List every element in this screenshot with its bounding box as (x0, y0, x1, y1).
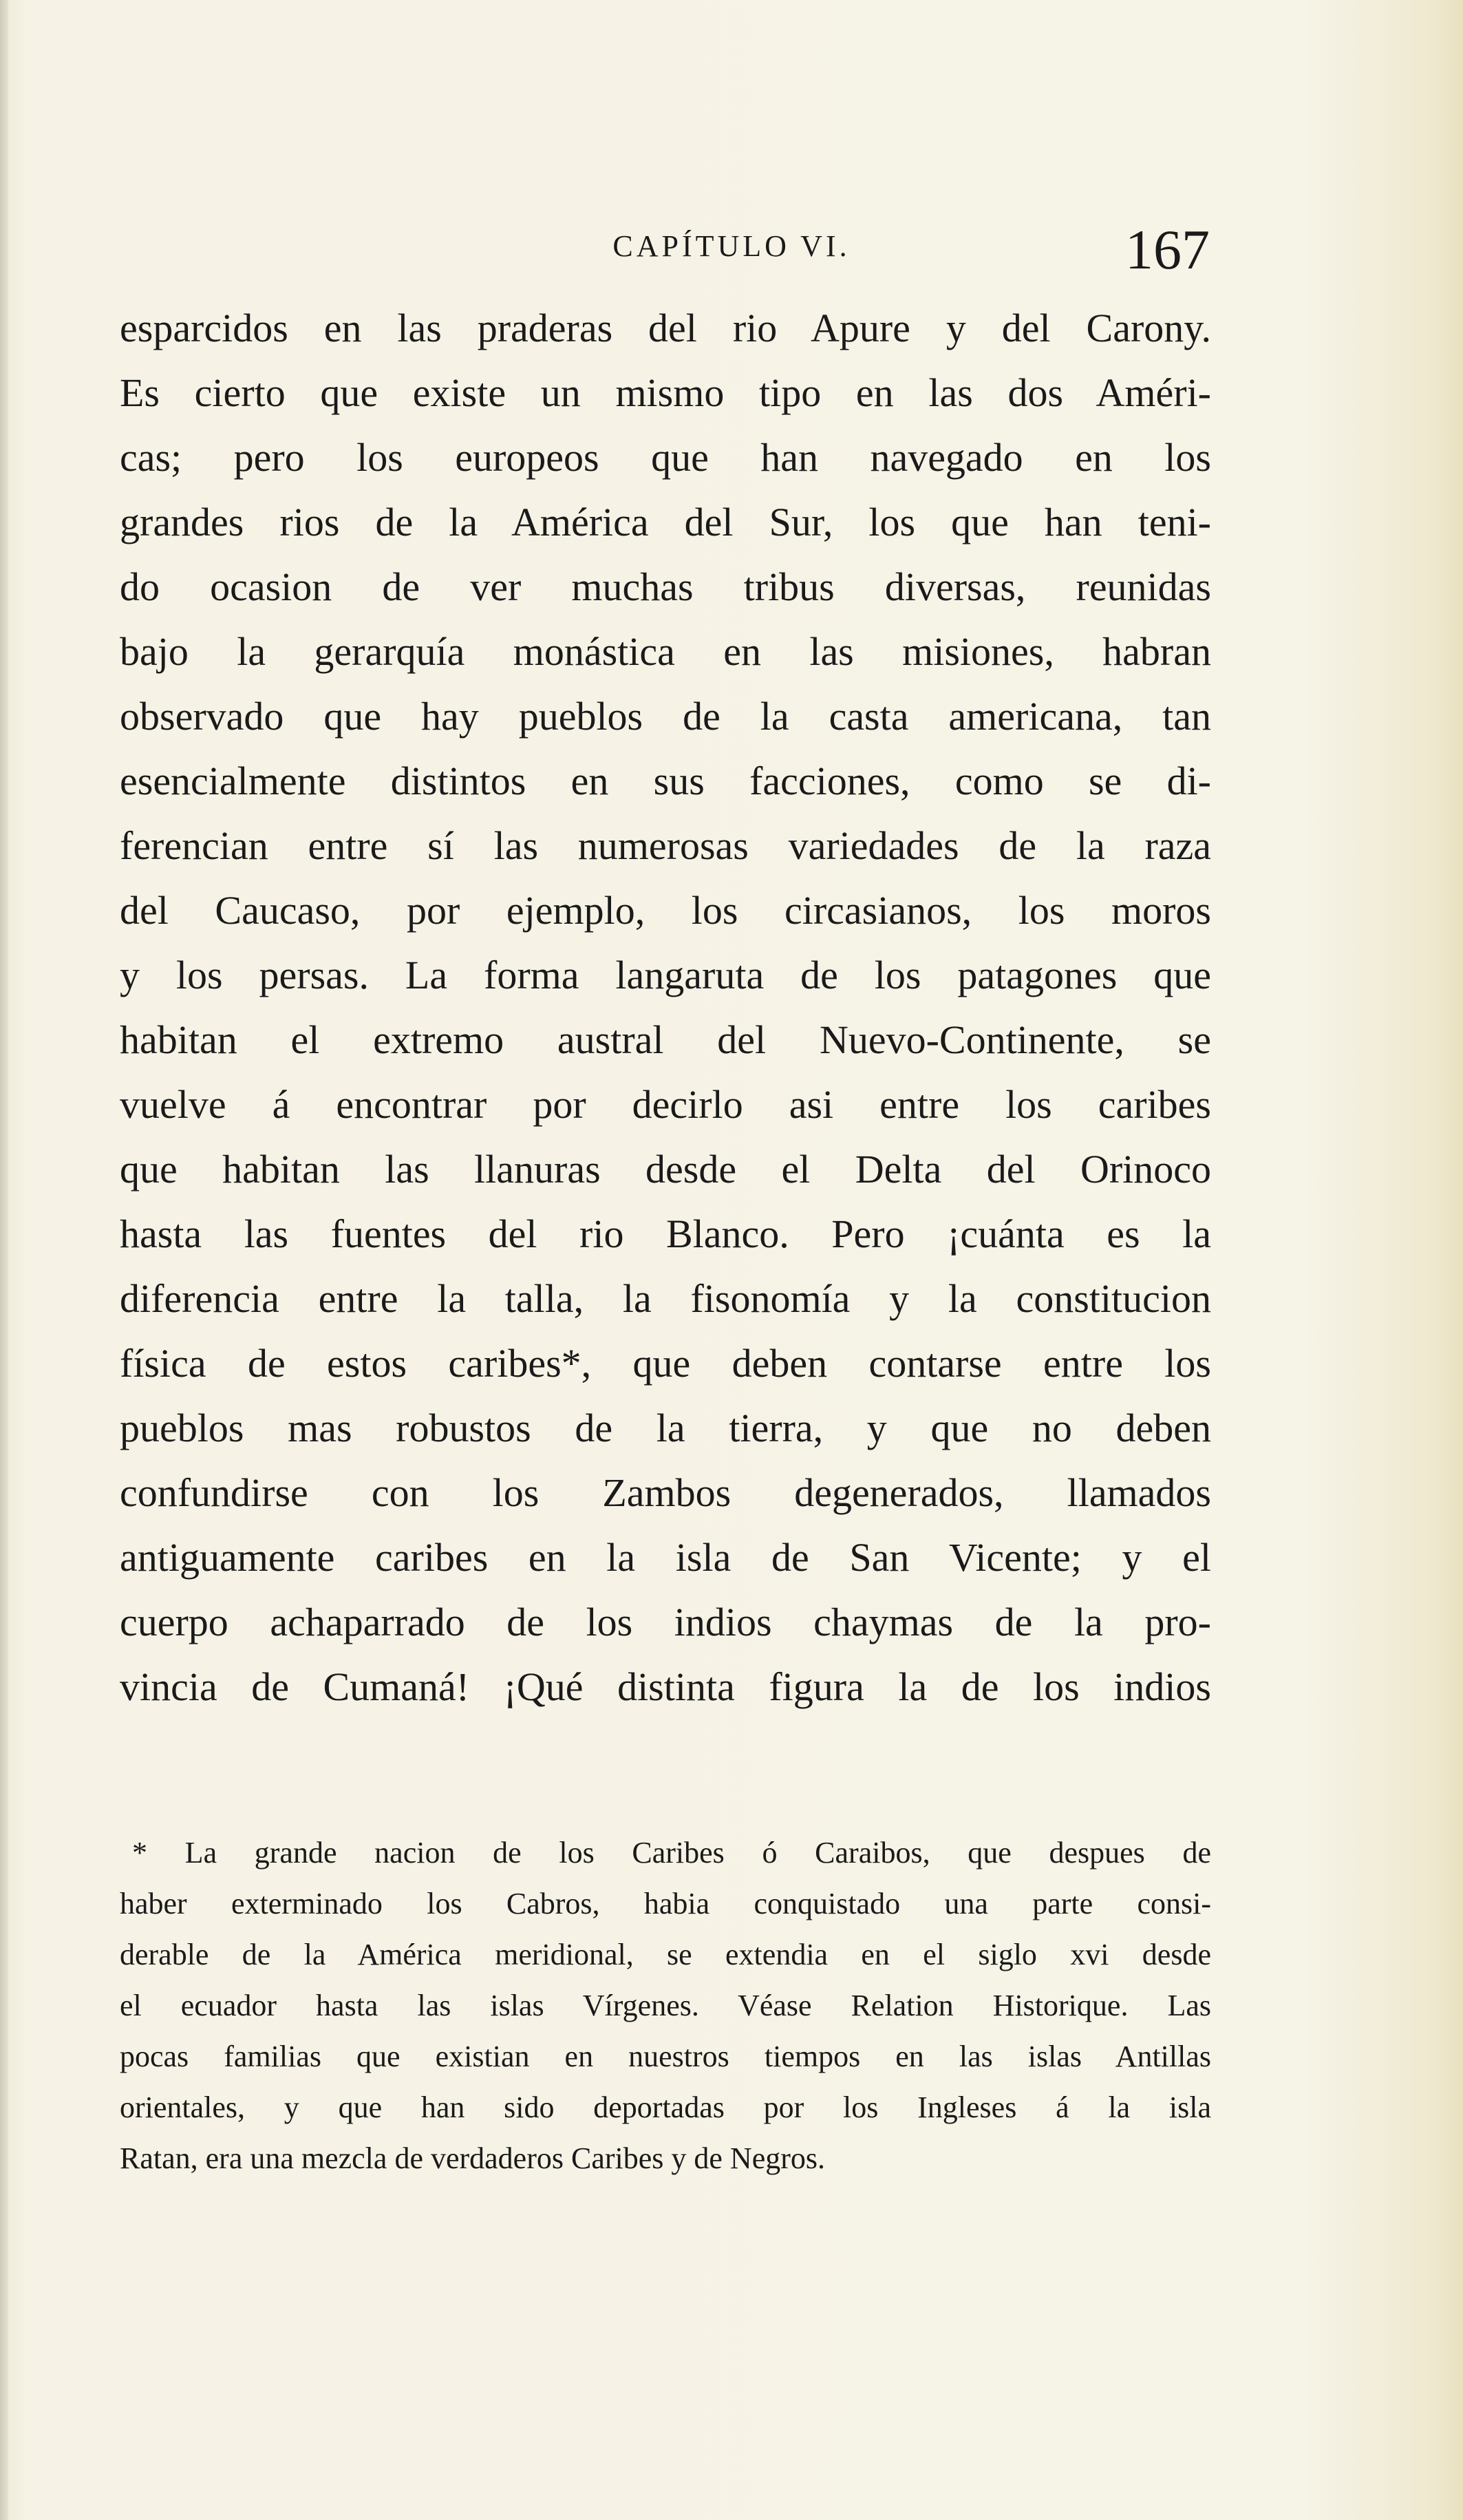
footnote-line: haber exterminado los Cabros, habia conquistado una parte consi- (120, 1887, 1211, 1920)
body-line: do ocasion de ver muchas tribus diversas, reunidas (120, 564, 1211, 609)
body-line: vincia de Cumaná! ¡Qué distinta figura la de los indios (120, 1664, 1211, 1709)
footnote-line: Ratan, era una mezcla de verdaderos Caribes y de Negros. (120, 2141, 825, 2175)
footnote-line: orientales, y que han sido deportadas por los Ingleses á la isla (120, 2090, 1211, 2124)
body-line: cas; pero los europeos que han navegado en los (120, 435, 1211, 480)
body-text (120, 296, 1211, 1719)
body-line: vuelve á encontrar por decirlo asi entre los caribes (120, 1082, 1211, 1127)
body-line: bajo la gerarquía monástica en las misiones, habran (120, 629, 1211, 674)
body-line: antiguamente caribes en la isla de San Vicente; y el (120, 1535, 1211, 1580)
footnote-line: derable de la América meridional, se extendia en el siglo xvi desde (120, 1938, 1211, 1971)
body-line: Es cierto que existe un mismo tipo en las dos Améri- (120, 370, 1211, 415)
body-line: hasta las fuentes del rio Blanco. Pero ¡cuánta es la (120, 1211, 1211, 1256)
body-line: habitan el extremo austral del Nuevo-Continente, se (120, 1017, 1211, 1062)
body-line: que habitan las llanuras desde el Delta del Orinoco (120, 1147, 1211, 1192)
body-line: del Caucaso, por ejemplo, los circasianos, los moros (120, 888, 1211, 933)
body-line: observado que hay pueblos de la casta americana, tan (120, 694, 1211, 739)
footnote-line: * La grande nacion de los Caribes ó Caraibos, que despues de (132, 1836, 1211, 1870)
body-line: diferencia entre la talla, la fisonomía y la constitucion (120, 1276, 1211, 1321)
body-line: confundirse con los Zambos degenerados, llamados (120, 1470, 1211, 1515)
footnote-line: pocas familias que existian en nuestros tiempos en las islas Antillas (120, 2040, 1211, 2073)
body-line: y los persas. La forma langaruta de los patagones que (120, 953, 1211, 997)
body-line: grandes rios de la América del Sur, los que han teni- (120, 500, 1211, 544)
footnote (120, 1828, 1211, 2184)
running-header-title: CAPÍTULO VI. (612, 229, 851, 263)
body-line: física de estos caribes*, que deben contarse entre los (120, 1341, 1211, 1386)
body-line: pueblos mas robustos de la tierra, y que no deben (120, 1406, 1211, 1450)
page-gutter (0, 0, 8, 2520)
body-line: esparcidos en las praderas del rio Apure y del Carony. (120, 306, 1211, 350)
body-line: ferencian entre sí las numerosas variedades de la raza (120, 823, 1211, 868)
page-number: 167 (1125, 218, 1210, 281)
body-line: cuerpo achaparrado de los indios chaymas de la pro- (120, 1600, 1211, 1644)
body-line: esencialmente distintos en sus facciones, como se di- (120, 759, 1211, 803)
footnote-line: el ecuador hasta las islas Vírgenes. Véase Relation Historique. Las (120, 1989, 1211, 2022)
